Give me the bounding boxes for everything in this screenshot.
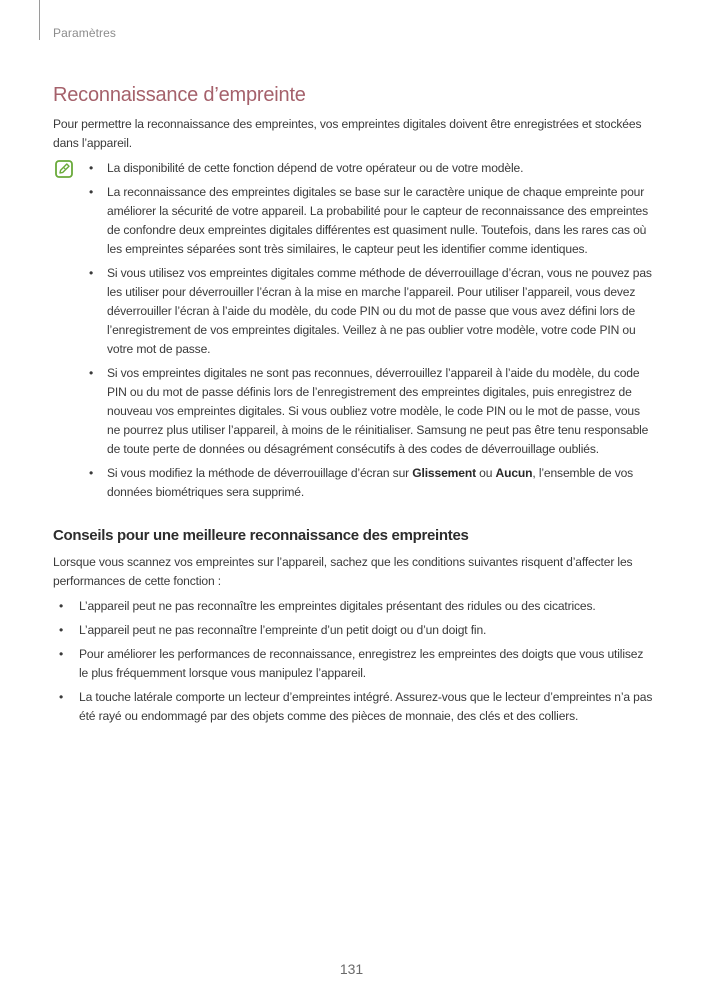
note-pencil-icon <box>55 160 73 178</box>
note-item: • Si vos empreintes digitales ne sont pas reconnues, déverrouillez l’appareil à l’aide du modèle, du code PIN ou du mot de passe définis lors de l’enregistrement des empreintes digitales, puis enregistrez de nouveau vos empreintes digitales. Si vous oubliez votre modèle, le code PIN ou le mot de passe, vous ne pourrez plus utiliser l’appareil, à moins de le réinitialiser. Samsung ne peut pas être tenu responsable de toute perte de données ou désagrément consécutifs à des codes de déverrouillage oubliés. <box>89 366 649 456</box>
tip-item: • L’appareil peut ne pas reconnaître l’empreinte d’un petit doigt ou d’un doigt fin. <box>53 621 653 640</box>
tip-item: • Pour améliorer les performances de reconnaissance, enregistrez les empreintes des doigts que vous utilisez le plus fréquemment lorsque vous manipulez l’appareil. <box>59 647 644 680</box>
option-glissement: Glissement <box>412 466 476 480</box>
tips-list <box>53 597 653 726</box>
note-block <box>53 159 653 502</box>
tip-item: • L’appareil peut ne pas reconnaître les empreintes digitales présentant des ridules ou des cicatrices. <box>53 597 653 616</box>
bullet: • <box>89 466 94 480</box>
bullet: • <box>89 185 94 199</box>
bullet: • <box>59 599 64 613</box>
tip-item: • La touche latérale comporte un lecteur d’empreintes intégré. Assurez-vous que le lecteur d’empreintes n’a pas été rayé ou endommagé par des objets comme des pièces de monnaie, des clés et des colliers. <box>59 690 653 723</box>
note-item: • Si vous utilisez vos empreintes digitales comme méthode de déverrouillage d’écran, vous ne pouvez pas les utiliser pour déverrouiller l’écran à la mise en marche l’appareil. Pour utiliser l’appareil, vous devez déverrouiller l’écran à l’aide du modèle, du code PIN ou du mot de passe que vous avez défini lors de l’enregistrement de vos empreintes digitales. Veillez à ne pas oublier votre modèle, votre code PIN ou votre mot de passe. <box>89 266 652 356</box>
header-divider-line <box>39 0 40 40</box>
running-header: Paramètres <box>53 26 117 40</box>
tips-section <box>53 525 653 726</box>
page-content <box>53 82 653 731</box>
bullet: • <box>59 690 64 704</box>
note-item: • Si vous modifiez la méthode de déverrouillage d’écran sur Glissement ou Aucun, l’ensemble de vos données biométriques sera supprimé. <box>89 466 634 499</box>
page-title: Reconnaissance d’empreinte <box>53 84 306 106</box>
section-heading: Conseils pour une meilleure reconnaissance des empreintes <box>53 527 469 544</box>
page-number: 131 <box>339 961 364 977</box>
note-item: • La reconnaissance des empreintes digitales se base sur le caractère unique de chaque empreinte pour améliorer la sécurité de votre appareil. La probabilité pour le capteur de reconnaissance des empreintes de confondre deux empreintes digitales différentes est quasiment nulle. Toutefois, dans les rares cas où les empreintes séparées sont très similaires, le capteur peut les identifier comme identiques. <box>89 185 649 256</box>
tips-intro: Lorsque vous scannez vos empreintes sur l’appareil, sachez que les conditions suivantes risquent d’affecter les performances de cette fonction : <box>53 555 633 588</box>
bullet: • <box>89 161 94 175</box>
bullet: • <box>59 647 64 661</box>
note-item: • La disponibilité de cette fonction dépend de votre opérateur ou de votre modèle. <box>86 159 653 178</box>
bullet: • <box>89 266 94 280</box>
bullet: • <box>89 366 94 380</box>
intro-paragraph: Pour permettre la reconnaissance des empreintes, vos empreintes digitales doivent être enregistrées et stockées dans l’appareil. <box>53 117 642 150</box>
bullet: • <box>59 623 64 637</box>
note-list <box>86 159 653 502</box>
option-aucun: Aucun <box>495 466 533 480</box>
